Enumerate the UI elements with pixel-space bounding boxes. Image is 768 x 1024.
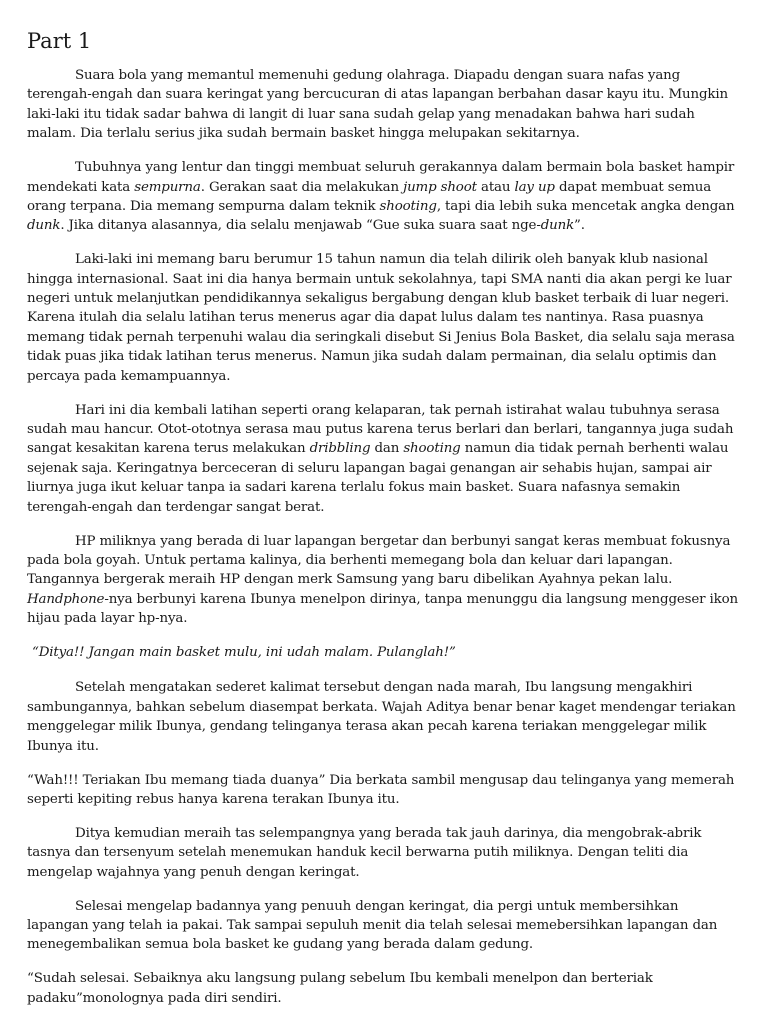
text-run: dan <box>370 441 404 457</box>
text-run: atau <box>476 179 515 195</box>
paragraph <box>27 897 740 955</box>
italic-text: Handphone <box>27 591 105 607</box>
text-run: , tapi dia lebih suka mencetak angka dengan <box>436 198 735 214</box>
text-run: -nya berbunyi karena Ibunya menelpon dirinya, tanpa menunggu dia langsung menggeser ikon hijau pada layar hp-nya. <box>27 591 738 627</box>
paragraph <box>27 771 740 810</box>
italic-text: lay up <box>514 179 555 195</box>
italic-text: jump shoot <box>403 179 477 195</box>
text-run: Ditya kemudian meraih tas selempangnya yang berada tak jauh darinya, dia mengobrak-abrik tasnya dan tersenyum setelah menemukan handuk kecil berwarna putih miliknya. Dengan teliti dia mengelap wajahnya yang penuh dengan keringat. <box>27 825 702 880</box>
text-run: “Wah!!! Teriakan Ibu memang tiada duanya” Dia berkata sambil mengusap dau telinganya yang memerah seperti kepiting rebus hanya karena terakan Ibunya itu. <box>27 772 735 807</box>
text-run: “Sudah selesai. Sebaiknya aku langsung pulang sebelum Ibu kembali menelpon dan berteriak padaku”monolognya pada diri sendiri. <box>27 971 653 1006</box>
italic-text: sempurna <box>134 179 201 195</box>
italic-text: dunk <box>27 218 61 234</box>
text-run: namun dia tidak pernah berhenti walau sejenak saja. Keringatnya berceceran di seluru lapangan bagai genangan air sehabis hujan, sampai air liurnya juga ikut keluar tanpa ia sadari karena terlalu fokus main basket. Suara nafasnya semakin terengah-engah dan terdengar sangat berat. <box>27 441 729 515</box>
paragraph <box>27 824 740 882</box>
italic-text: dunk <box>540 218 575 234</box>
italic-text: shooting <box>403 441 461 457</box>
document-body <box>27 66 740 1008</box>
text-run: ”. <box>574 218 585 234</box>
text-run: . Gerakan saat dia melakukan <box>200 179 404 195</box>
part-title: Part 1 <box>27 29 92 53</box>
paragraph <box>27 158 740 236</box>
text-run: . Jika ditanya alasannya, dia selalu menjawab “Gue suka suara saat nge- <box>60 218 541 234</box>
italic-text: “Ditya!! Jangan main basket mulu, ini udah malam. Pulanglah!” <box>32 645 456 661</box>
text-run: Hari ini dia kembali latihan seperti orang kelaparan, tak pernah istirahat walau tubuhnya serasa sudah mau hancur. Otot-ototnya serasa mau putus karena terus berlari dan berlari, tangannya juga sudah sangat kesakitan karena terus melakukan <box>27 402 734 457</box>
text-run: Setelah mengatakan sederet kalimat tersebut dengan nada marah, Ibu langsung mengakhiri sambungannya, bahkan sebelum diasempat berkata. Wajah Aditya benar benar kaget mendengar teriakan menggelegar milik Ibunya, gendang telinganya terasa akan pecah karena teriakan menggelegar milik Ibunya itu. <box>27 680 736 754</box>
paragraph <box>27 678 740 756</box>
paragraph <box>27 250 740 386</box>
paragraph <box>27 401 740 517</box>
italic-text: dribbling <box>309 441 371 457</box>
paragraph <box>27 66 740 144</box>
text-run: HP miliknya yang berada di luar lapangan bergetar dan berbunyi sangat keras membuat fokusnya pada bola goyah. Untuk pertama kalinya, dia berhenti memegang bola dan keluar dari lapangan. Tangannya bergerak meraih HP dengan merk Samsung yang baru dibelikan Ayahnya pekan lalu. <box>27 533 731 588</box>
text-run: Laki-laki ini memang baru berumur 15 tahun namun dia telah dilirik oleh banyak klub nasional hingga internasional. Saat ini dia hanya bermain untuk sekolahnya, tapi SMA nanti dia akan pergi ke luar negeri untuk melanjutkan pendidikannya sekaligus bergabung dengan klub basket terbaik di luar negeri. Karena itulah dia selalu latihan terus menerus agar dia dapat lulus dalam tes nantinya. Rasa puasnya memang tidak pernah terpenuhi walau dia seringkali disebut Si Jenius Bola Basket, dia selalu saja merasa tidak puas jika tidak latihan terus menerus. Namun jika sudah dalam permainan, dia selalu optimis dan percaya pada kemampuannya. <box>27 252 735 384</box>
dialogue-quote <box>27 643 740 662</box>
text-run: Suara bola yang memantul memenuhi gedung olahraga. Diapadu dengan suara nafas yang terengah-engah dan suara keringat yang bercucuran di atas lapangan berbahan dasar kayu itu. Mungkin laki-laki itu tidak sadar bahwa di langit di luar sana sudah gelap yang menadakan bahwa hari sudah malam. Dia terlalu serius jika sudah bermain basket hingga melupakan sekitarnya. <box>27 68 728 142</box>
text-run: dapat membuat semua orang terpana. Dia memang sempurna dalam teknik <box>27 179 712 214</box>
text-run: Tubuhnya yang lentur dan tinggi membuat seluruh gerakannya dalam bermain bola basket hampir mendekati kata <box>27 160 735 195</box>
paragraph <box>27 969 740 1008</box>
text-run: Selesai mengelap badannya yang penuuh dengan keringat, dia pergi untuk membersihkan lapangan yang telah ia pakai. Tak sampai sepuluh menit dia telah selesai memebersihkan lapangan dan menegembalikan semua bola basket ke gudang yang berada dalam gedung. <box>27 898 718 953</box>
italic-text: shooting <box>379 198 437 214</box>
paragraph <box>27 532 740 629</box>
